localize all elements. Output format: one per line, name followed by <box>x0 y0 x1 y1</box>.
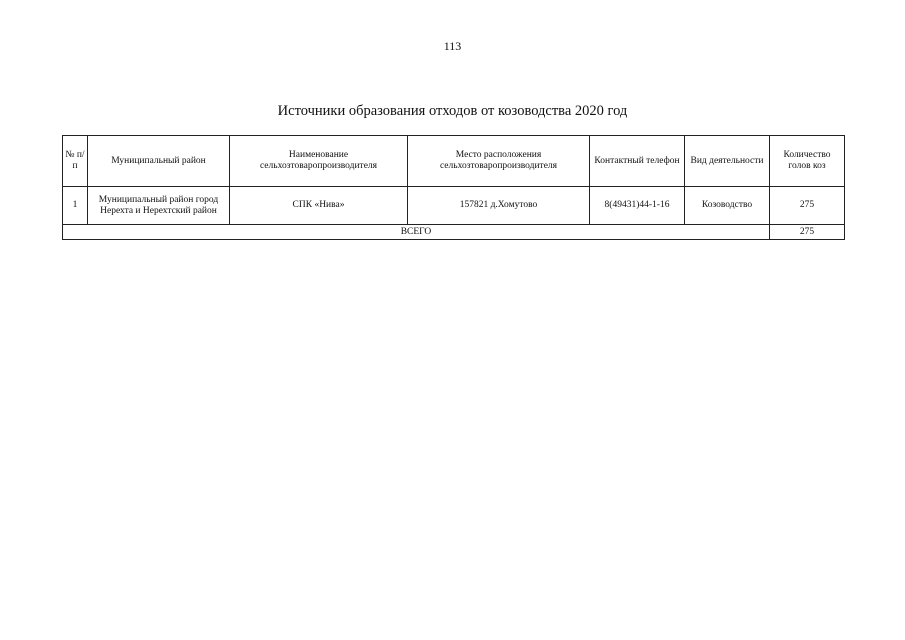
total-label: ВСЕГО <box>63 225 770 240</box>
cell-activity: Козоводство <box>685 187 770 225</box>
goat-waste-sources-table <box>62 135 845 240</box>
header-activity: Вид деятельности <box>685 136 770 187</box>
table-total-row <box>63 225 845 240</box>
header-phone: Контактный телефон <box>590 136 685 187</box>
cell-location: 157821 д.Хомутово <box>408 187 590 225</box>
page-title: Источники образования отходов от козоводства 2020 год <box>277 103 628 119</box>
header-district: Муниципальный район <box>88 136 230 187</box>
header-number: № п/п <box>63 136 88 187</box>
cell-district: Муниципальный район город Нерехта и Нерехтский район <box>88 187 230 225</box>
cell-number: 1 <box>63 187 88 225</box>
table-header-row <box>63 136 845 187</box>
header-producer: Наименование сельхозтоваропроизводителя <box>230 136 408 187</box>
cell-producer: СПК «Нива» <box>230 187 408 225</box>
cell-phone: 8(49431)44-1-16 <box>590 187 685 225</box>
header-location: Место расположения сельхозтоваропроизводителя <box>408 136 590 187</box>
table-row <box>63 187 845 225</box>
cell-goats: 275 <box>770 187 845 225</box>
page-number: 113 <box>443 39 462 53</box>
total-value: 275 <box>770 225 845 240</box>
header-goats: Количество голов коз <box>770 136 845 187</box>
